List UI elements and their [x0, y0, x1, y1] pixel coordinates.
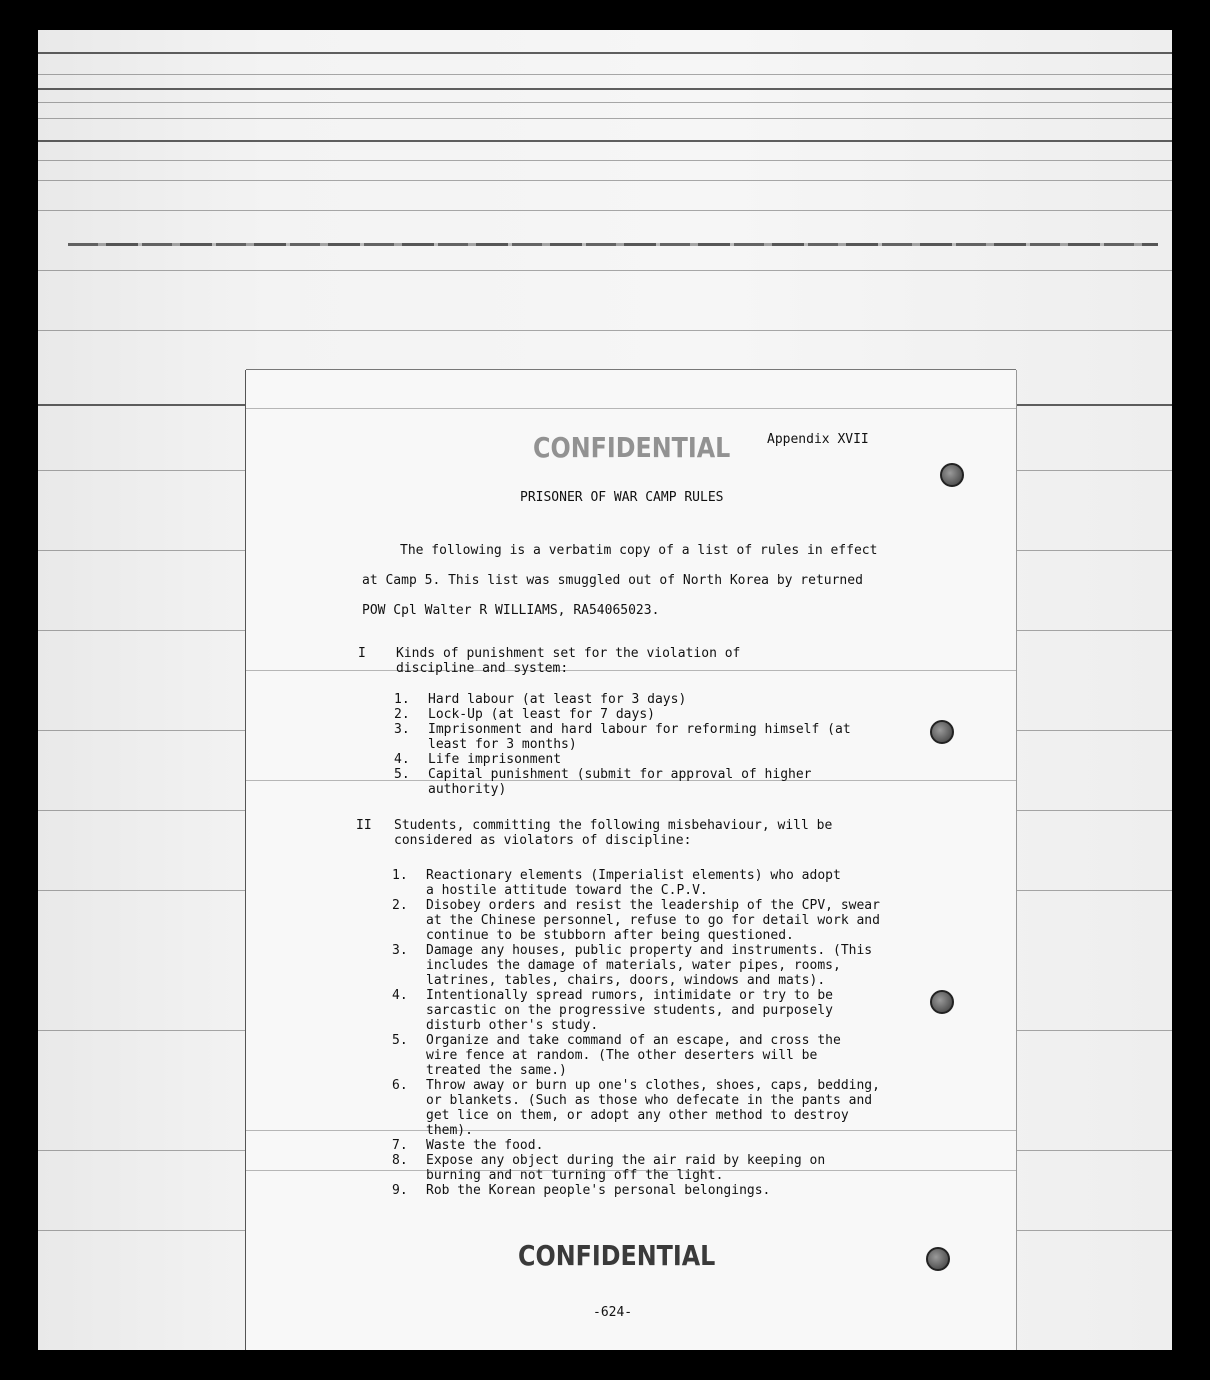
item-number: 3. [394, 722, 410, 737]
item-number: 4. [394, 752, 410, 767]
list-item [392, 1153, 882, 1183]
intro-line: The following is a verbatim copy of a list of rules in effect [400, 543, 878, 558]
item-text: Imprisonment and hard labour for reforming himself (at least for 3 months) [428, 722, 851, 752]
list-item [394, 707, 864, 722]
item-text: Disobey orders and resist the leadership of the CPV, swear at the Chinese personnel, refuse to go for detail work and continue to be stubborn after being questioned. [426, 898, 880, 943]
confidential-stamp: CONFIDENTIAL [518, 1239, 716, 1272]
item-text: Throw away or burn up one's clothes, shoes, caps, bedding, or blankets. (Such as those who defecate in the pants and get lice on them, or adopt any other method to destroy them). [426, 1078, 880, 1138]
list-item [392, 1183, 882, 1198]
list-item [392, 868, 846, 898]
section-numeral: I [358, 646, 366, 661]
list-item [392, 943, 882, 988]
item-text: Life imprisonment [428, 752, 562, 767]
list-item [394, 767, 828, 797]
item-text: Rob the Korean people's personal belongings. [426, 1183, 771, 1198]
intro-line: at Camp 5. This list was smuggled out of North Korea by returned [362, 573, 863, 588]
section-text: Students, committing the following misbehaviour, will be considered as violators of discipline: [394, 818, 833, 848]
section-one [358, 646, 888, 676]
item-number: 3. [392, 943, 408, 958]
punch-hole [940, 463, 964, 487]
intro-line: POW Cpl Walter R WILLIAMS, RA54065023. [362, 603, 660, 618]
scan-dash-artifact [68, 243, 1158, 246]
document-title: PRISONER OF WAR CAMP RULES [520, 490, 724, 505]
document-page [246, 370, 1016, 1350]
confidential-stamp: CONFIDENTIAL [533, 431, 731, 464]
intro-paragraph [362, 536, 882, 626]
section-numeral: II [356, 818, 372, 833]
item-text: Capital punishment (submit for approval of higher authority) [428, 767, 812, 797]
item-text: Reactionary elements (Imperialist elements) who adopt a hostile attitude toward the C.P.V. [426, 868, 841, 898]
list-item [394, 752, 864, 767]
violation-list [392, 868, 882, 1198]
item-number: 4. [392, 988, 408, 1003]
appendix-label: Appendix XVII [767, 432, 869, 447]
item-number: 2. [392, 898, 408, 913]
item-number: 7. [392, 1138, 408, 1153]
item-text: Lock-Up (at least for 7 days) [428, 707, 655, 722]
item-number: 8. [392, 1153, 408, 1168]
item-text: Organize and take command of an escape, and cross the wire fence at random. (The other deserters will be treated the same.) [426, 1033, 841, 1078]
punch-hole [930, 990, 954, 1014]
item-text: Hard labour (at least for 3 days) [428, 692, 687, 707]
punishment-list [394, 692, 864, 797]
punch-hole [926, 1247, 950, 1271]
microfilm-frame [38, 30, 1172, 1350]
section-text: Kinds of punishment set for the violation of discipline and system: [396, 646, 741, 676]
section-two [356, 818, 886, 848]
list-item [394, 692, 864, 707]
item-text: Waste the food. [426, 1138, 544, 1153]
list-item [392, 1033, 876, 1078]
list-item [394, 722, 864, 752]
punch-hole [930, 720, 954, 744]
list-item [392, 988, 866, 1033]
item-text: Expose any object during the air raid by keeping on burning and not turning off the light. [426, 1153, 826, 1183]
item-number: 1. [392, 868, 408, 883]
item-number: 9. [392, 1183, 408, 1198]
list-item [392, 1078, 882, 1138]
item-number: 6. [392, 1078, 408, 1093]
item-number: 2. [394, 707, 410, 722]
list-item [392, 1138, 882, 1153]
item-number: 5. [392, 1033, 408, 1048]
item-number: 5. [394, 767, 410, 782]
item-number: 1. [394, 692, 410, 707]
item-text: Intentionally spread rumors, intimidate or try to be sarcastic on the progressive students, and purposely disturb other's study. [426, 988, 833, 1033]
page-number: -624- [593, 1305, 633, 1320]
list-item [392, 898, 882, 943]
item-text: Damage any houses, public property and instruments. (This includes the damage of materials, water pipes, rooms, latrines, tables, chairs, doors, windows and mats). [426, 943, 873, 988]
